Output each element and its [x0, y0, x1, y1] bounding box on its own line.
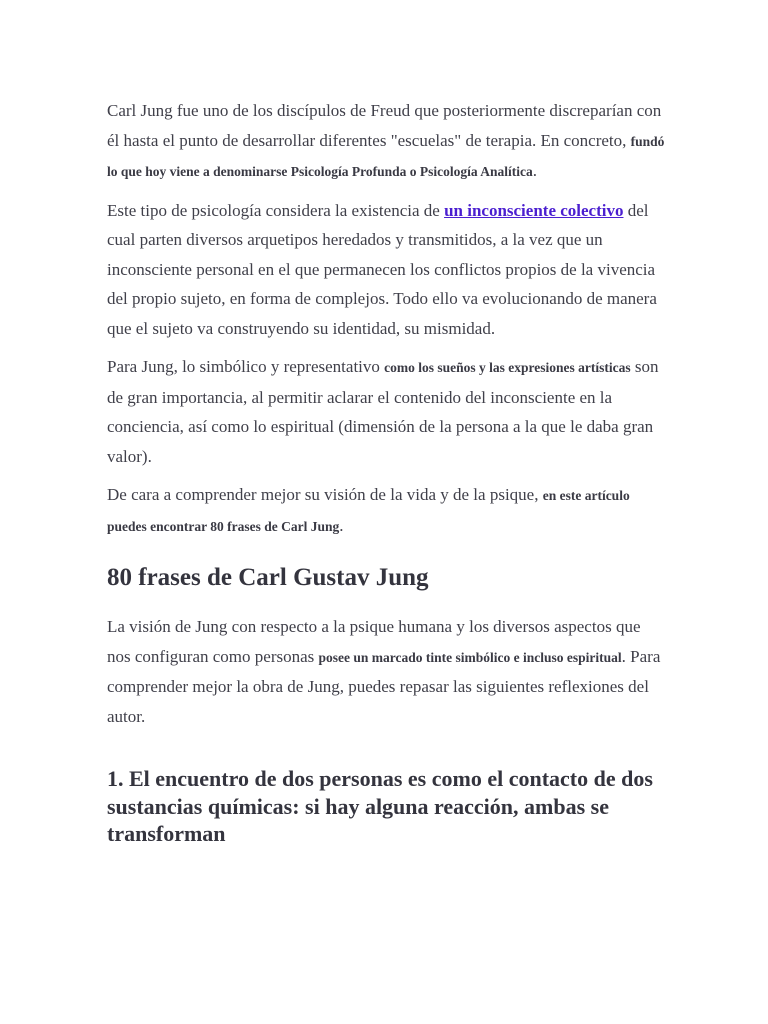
- bold-phrase: como los sueños y las expresiones artísticas: [384, 360, 631, 375]
- paragraph-text: son de gran importancia, al permitir aclarar el contenido del inconsciente en la conciencia, así como lo espiritual (dimensión de la persona a la que le daba gran valor).: [107, 357, 659, 466]
- collective-unconscious-paragraph: [107, 196, 667, 344]
- symbolic-paragraph: [107, 352, 667, 471]
- paragraph-text: .: [339, 515, 344, 535]
- quote-heading: 1. El encuentro de dos personas es como el contacto de dos sustancias químicas: si hay alguna reacción, ambas se transforman: [107, 766, 653, 846]
- paragraph-text: La visión de Jung con respecto a la psique humana y los diversos aspectos que nos configuran como personas: [107, 617, 641, 666]
- paragraph-text: del cual parten diversos arquetipos heredados y transmitidos, a la vez que un inconsciente personal en el que permanecen los conflictos propios de la vivencia del propio sujeto, en forma de complejos. Todo ello va evolucionando de manera que el sujeto va construyendo su identidad, su mismidad.: [107, 200, 657, 338]
- section-intro-paragraph: [107, 612, 667, 731]
- paragraph-text: .: [532, 161, 538, 180]
- bold-phrase: fundó lo que hoy viene a denominarse Psicología Profunda o Psicología Analítica: [107, 133, 665, 179]
- paragraph-text: De cara a comprender mejor su visión de la vida y de la psique,: [107, 485, 543, 504]
- paragraph-text: Para Jung, lo simbólico y representativo: [107, 357, 385, 376]
- bold-phrase: en este artículo puedes encontrar 80 frases de Carl Jung: [107, 488, 630, 534]
- intro-paragraph: [107, 96, 667, 187]
- article-body: [107, 96, 667, 848]
- article-intro-paragraph: [107, 480, 667, 541]
- paragraph-text: Carl Jung fue uno de los discípulos de Freud que posteriormente discreparían con él hasta el punto de desarrollar diferentes "escuelas" de terapia. En concreto,: [107, 101, 662, 150]
- bold-phrase: posee un marcado tinte simbólico e incluso espiritual: [318, 649, 622, 665]
- paragraph-text: Este tipo de psicología considera la existencia de: [107, 200, 445, 220]
- section-heading: 80 frases de Carl Gustav Jung: [107, 564, 429, 591]
- collective-unconscious-link[interactable]: un inconsciente colectivo: [444, 200, 624, 220]
- paragraph-text: . Para comprender mejor la obra de Jung, puedes repasar las siguientes reflexiones del autor.: [107, 646, 661, 726]
